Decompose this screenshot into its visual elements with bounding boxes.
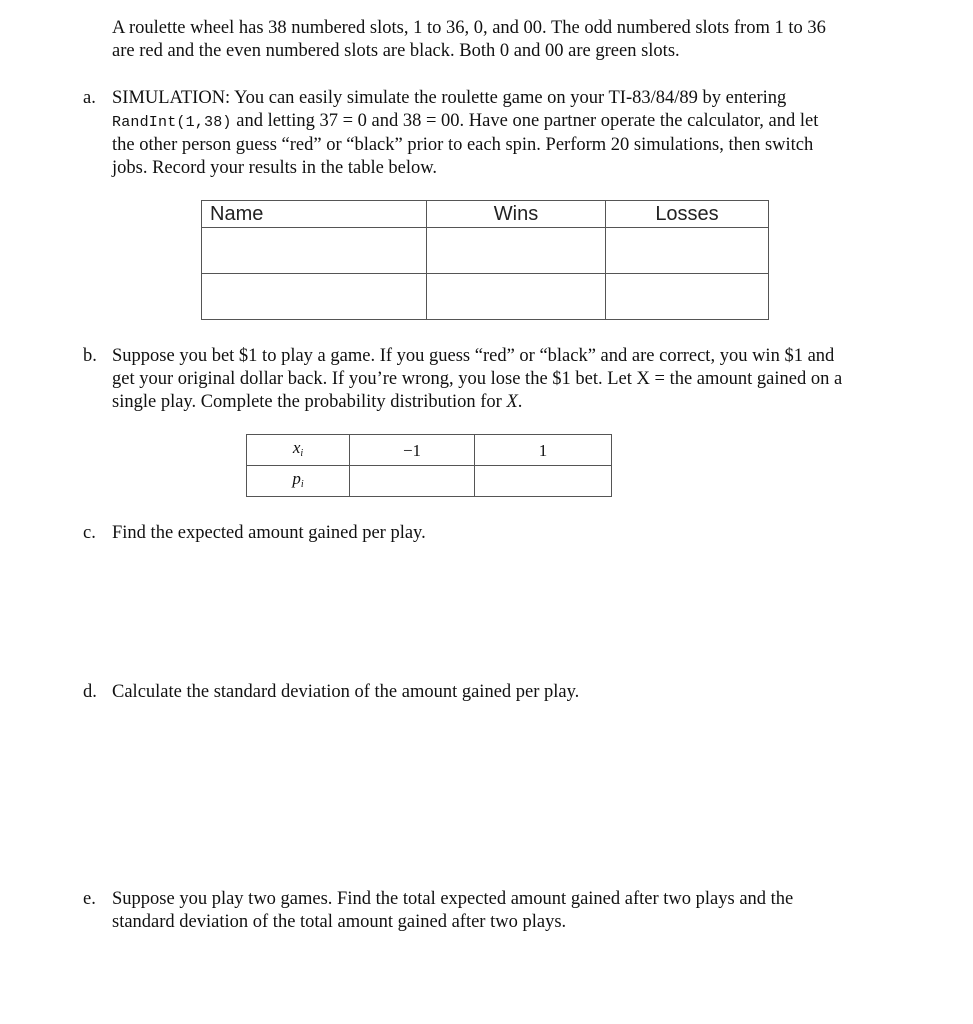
distribution-table [246, 434, 612, 497]
losses-cell[interactable] [606, 274, 769, 320]
randint-code: RandInt(1,38) [112, 114, 232, 131]
losses-cell[interactable] [606, 228, 769, 274]
period: . [517, 392, 523, 412]
name-cell[interactable] [202, 228, 427, 274]
part-b-label: b. [83, 346, 97, 366]
intro-line: are red and the even numbered slots are black. Both 0 and 00 are green slots. [112, 41, 680, 61]
p-row [247, 466, 612, 497]
x-value-cell: −1 [350, 435, 475, 466]
intro-line: A roulette wheel has 38 numbered slots, 1 to 36, 0, and 00. The odd numbered slots from 1 to 36 [112, 18, 826, 38]
x-symbol: x [292, 437, 301, 457]
table-row [202, 274, 769, 320]
part-a-line: the other person guess “red” or “black” prior to each spin. Perform 20 simulations, then switch [112, 135, 814, 155]
x-row [247, 435, 612, 466]
part-a-line: jobs. Record your results in the table below. [112, 158, 438, 178]
header-name: Name [202, 201, 427, 228]
part-d-text: Calculate the standard deviation of the amount gained per play. [112, 682, 580, 702]
results-table [201, 200, 769, 320]
name-cell[interactable] [202, 274, 427, 320]
part-b-line: Suppose you bet $1 to play a game. If you guess “red” or “black” and are correct, you win $1 and [112, 346, 835, 366]
part-a-label: a. [83, 88, 96, 108]
part-c-text: Find the expected amount gained per play. [112, 523, 426, 543]
p-subscript: i [300, 478, 304, 490]
part-e-line: standard deviation of the total amount gained after two plays. [112, 912, 567, 932]
part-b-line-text: single play. Complete the probability distribution for [112, 392, 507, 412]
wins-cell[interactable] [427, 274, 606, 320]
header-wins: Wins [427, 201, 606, 228]
intro-paragraph [112, 17, 912, 63]
part-e-line: Suppose you play two games. Find the total expected amount gained after two plays and the [112, 889, 794, 909]
x-subscript: i [300, 447, 304, 459]
wins-cell[interactable] [427, 228, 606, 274]
part-d-label: d. [83, 682, 97, 702]
p-symbol: p [292, 468, 301, 488]
p-label-cell [247, 466, 350, 497]
x-label-cell [247, 435, 350, 466]
part-c-label: c. [83, 523, 96, 543]
part-a-line [112, 110, 932, 134]
part-e-label: e. [83, 889, 96, 909]
header-losses: Losses [606, 201, 769, 228]
variable-x: X [506, 392, 518, 412]
part-b-line [112, 391, 942, 414]
x-value-cell: 1 [475, 435, 612, 466]
results-header-row [202, 201, 769, 228]
part-b-line: get your original dollar back. If you’re wrong, you lose the $1 bet. Let X = the amount gained on a [112, 369, 843, 389]
p-value-cell[interactable] [350, 466, 475, 497]
part-a-line: SIMULATION: You can easily simulate the roulette game on your TI-83/84/89 by entering [112, 88, 787, 108]
p-value-cell[interactable] [475, 466, 612, 497]
part-a-line-rest: and letting 37 = 0 and 38 = 00. Have one partner operate the calculator, and let [231, 111, 819, 131]
table-row [202, 228, 769, 274]
